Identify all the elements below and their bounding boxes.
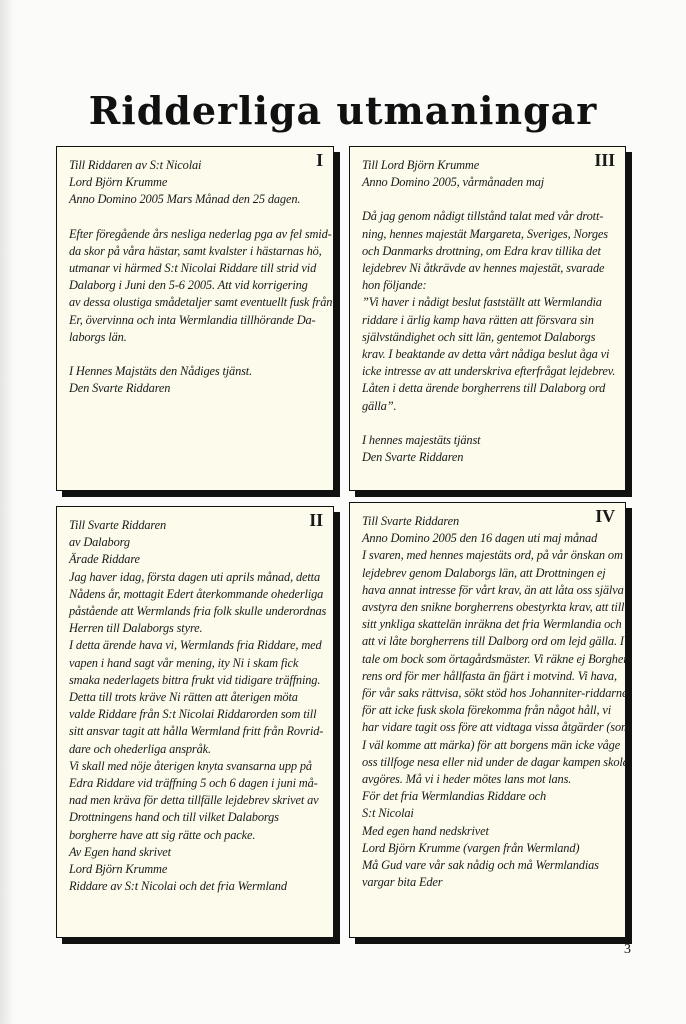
roman-numeral-ii: II bbox=[309, 510, 323, 530]
letter-line: Vi skall med nöje återigen knyta svansarna upp på bbox=[69, 758, 312, 773]
letter-line: För det fria Wermlandias Riddare och bbox=[362, 789, 547, 804]
letter-line: Lord Björn Krumme (vargen från Wermland) bbox=[362, 840, 580, 855]
letter-line: icke intresse av att underskriva efterfrågat lejdebrev. bbox=[362, 364, 616, 379]
letter-line: för att icke fusk skola förekomma från något håll, vi bbox=[362, 703, 612, 718]
letter-line: av dessa olustiga smådetaljer samt eventuellt fusk från bbox=[69, 295, 333, 310]
letter-line: Till Lord Björn Krumme bbox=[362, 158, 480, 172]
letter-line: avgöres. Må vi i heder mötes lans mot lans. bbox=[362, 772, 572, 787]
letter-line: ning, hennes majestät Margareta, Sveriges, Norges bbox=[362, 226, 608, 241]
letter-line: I hennes majestäts tjänst bbox=[362, 432, 481, 447]
letter-line: påstående att Wermlands fria folk skulle underordnas bbox=[69, 604, 327, 619]
letter-line: lejdebrev Ni åtkrävde av hennes majestät, svarade bbox=[362, 261, 605, 276]
letter-line: Till Svarte Riddaren bbox=[69, 518, 167, 532]
paragraph-gap bbox=[362, 191, 613, 208]
letter-line: och Danmarks drottning, om Edra krav tillika det bbox=[362, 243, 601, 258]
letter-line: Anno Domino 2005, vårmånaden maj bbox=[362, 175, 545, 190]
page-edge bbox=[0, 0, 14, 1024]
letter-line: smaka nederlagets bittra frukt vid tidigare träffning. bbox=[69, 672, 321, 687]
paragraph-gap bbox=[362, 415, 613, 432]
letter-box-ii bbox=[56, 506, 334, 938]
letter-line: gälla”. bbox=[362, 398, 397, 413]
letter-line: vapen i hand sagt vår mening, ity Ni i skam fick bbox=[69, 655, 299, 670]
letter-line: Till Riddaren av S:t Nicolai bbox=[69, 158, 202, 172]
letter-line: I väl komme att märka) för att borgens män icke våge bbox=[362, 737, 621, 752]
letter-body bbox=[362, 157, 616, 466]
letter-line: Anno Domino 2005 den 16 dagen uti maj månad bbox=[362, 531, 598, 546]
letter-line: ”Vi haver i nådigt beslut fastställt att Wermlandia bbox=[362, 295, 602, 310]
letter-line: sitt ansvar tagit att hålla Wermland fritt från Rovrid- bbox=[69, 724, 324, 739]
letter-line: Av Egen hand skrivet bbox=[69, 844, 171, 859]
letter-line: har vidare tagit oss före att vidtaga vissa åtgärder (som bbox=[362, 720, 630, 735]
letter-line: avstyra den snikne borgherrens obestyrkta krav, att till bbox=[362, 600, 625, 615]
letter-line: oss tillfoge nesa eller nid under de dagar kampen skole bbox=[362, 754, 629, 769]
letter-line: utmanar vi härmed S:t Nicolai Riddare till strid vid bbox=[69, 261, 317, 276]
letter-line: Lord Björn Krumme bbox=[69, 862, 168, 877]
roman-numeral-iii: III bbox=[594, 150, 615, 170]
letter-line: I Hennes Majstäts den Nådiges tjänst. bbox=[69, 364, 253, 379]
roman-numeral-i: I bbox=[316, 150, 323, 170]
page-title: Ridderliga utmaningar bbox=[88, 88, 598, 133]
letter-line: rens ord för mer hållfasta än fjärt i motvind. Vi hava, bbox=[362, 668, 617, 683]
letter-line: Edra Riddare vid träffning 5 och 6 dagen i juni må- bbox=[69, 776, 318, 791]
letter-line: Ärade Riddare bbox=[69, 552, 140, 567]
letter-line: för vår saks rättvisa, sökt stöd hos Johanniter-riddarne, bbox=[362, 686, 631, 701]
letter-line: Er, övervinna och inta Wermlandia tillhörande Da- bbox=[69, 312, 316, 327]
letter-box-i bbox=[56, 146, 334, 491]
letter-line: riddare i ärlig kamp hava rätten att försvara sin bbox=[362, 312, 594, 327]
letter-line: att vi låte borgherrens till Dalborg ord om lejd gälla. I bbox=[362, 634, 624, 649]
letter-line: tale om bock som örtagårdsmäster. Vi räkne ej Borgher- bbox=[362, 651, 632, 666]
letter-line: hon följande: bbox=[362, 278, 427, 293]
page-number: 3 bbox=[624, 942, 631, 957]
paragraph-gap bbox=[69, 209, 321, 226]
letter-line: sitt ynkliga skattelän inräkna det fria Wermlandia och bbox=[362, 617, 622, 632]
paragraph-gap bbox=[69, 346, 321, 363]
letter-line: Jag haver idag, första dagen uti aprils månad, detta bbox=[69, 569, 321, 584]
letter-box-iii bbox=[349, 146, 626, 491]
letter-line: Till Svarte Riddaren bbox=[362, 514, 460, 528]
letter-body bbox=[362, 513, 632, 891]
letter-line: Med egen hand nedskrivet bbox=[362, 823, 489, 838]
letter-line: Dalaborg i Juni den 5-6 2005. Att vid korrigering bbox=[69, 278, 308, 293]
letter-line: dare och ohederliga anspråk. bbox=[69, 741, 211, 756]
letter-line: da skor på våra hästar, samt kvalster i hästarnas hö, bbox=[69, 243, 322, 258]
letter-box-iv bbox=[349, 502, 632, 938]
letter-line: lejdebrev genom Dalaborgs län, att Drottningen ej bbox=[362, 565, 606, 580]
letter-line: Nådens år, mottagit Edert återkommande ohederliga bbox=[69, 586, 324, 601]
letter-line: Efter föregående års nesliga nederlag pga av fel smid- bbox=[69, 226, 332, 241]
letter-line: vargar bita Eder bbox=[362, 875, 443, 890]
letter-line: Lord Björn Krumme bbox=[69, 175, 168, 190]
letter-line: Må Gud vare vår sak nådig och må Wermlandias bbox=[362, 858, 599, 873]
letter-line: hava annat intresse för vårt krav, än att låta oss själva bbox=[362, 582, 624, 597]
letter-line: självständighet och sitt län, gentemot Dalaborgs bbox=[362, 329, 596, 344]
letter-line: av Dalaborg bbox=[69, 535, 130, 550]
letter-line: Den Svarte Riddaren bbox=[362, 450, 464, 465]
letter-line: valde Riddare från S:t Nicolai Riddarorden som till bbox=[69, 707, 317, 722]
letter-line: nad men kräva för detta tillfälle lejdebrev skrivet av bbox=[69, 793, 319, 808]
letter-line: Herren till Dalaborgs styre. bbox=[69, 621, 203, 636]
letter-line: I svaren, med hennes majestäts ord, på vår önskan om bbox=[362, 548, 623, 563]
letter-body bbox=[69, 517, 327, 895]
letter-line: I detta ärende hava vi, Wermlands fria Riddare, med bbox=[69, 638, 322, 653]
letter-line: laborgs län. bbox=[69, 329, 127, 344]
roman-numeral-iv: IV bbox=[595, 506, 615, 526]
letter-line: Låten i detta ärende borgherrens till Dalaborg ord bbox=[362, 381, 606, 396]
letter-line: Detta till trots kräve Ni rätten att återigen möta bbox=[69, 690, 298, 705]
letter-line: borgherre have att sig rätte och packe. bbox=[69, 827, 256, 842]
letter-body bbox=[69, 157, 333, 397]
letter-line: Riddare av S:t Nicolai och det fria Wermland bbox=[69, 879, 287, 894]
letter-line: krav. I beaktande av detta vårt nådiga beslut åga vi bbox=[362, 347, 610, 362]
letter-line: Anno Domino 2005 Mars Månad den 25 dagen. bbox=[69, 192, 301, 207]
letter-line: S:t Nicolai bbox=[362, 806, 414, 821]
letter-line: Drottningens hand och till vilket Dalaborgs bbox=[69, 810, 279, 825]
letter-line: Den Svarte Riddaren bbox=[69, 381, 171, 396]
letter-line: Då jag genom nådigt tillstånd talat med vår drott- bbox=[362, 209, 604, 224]
